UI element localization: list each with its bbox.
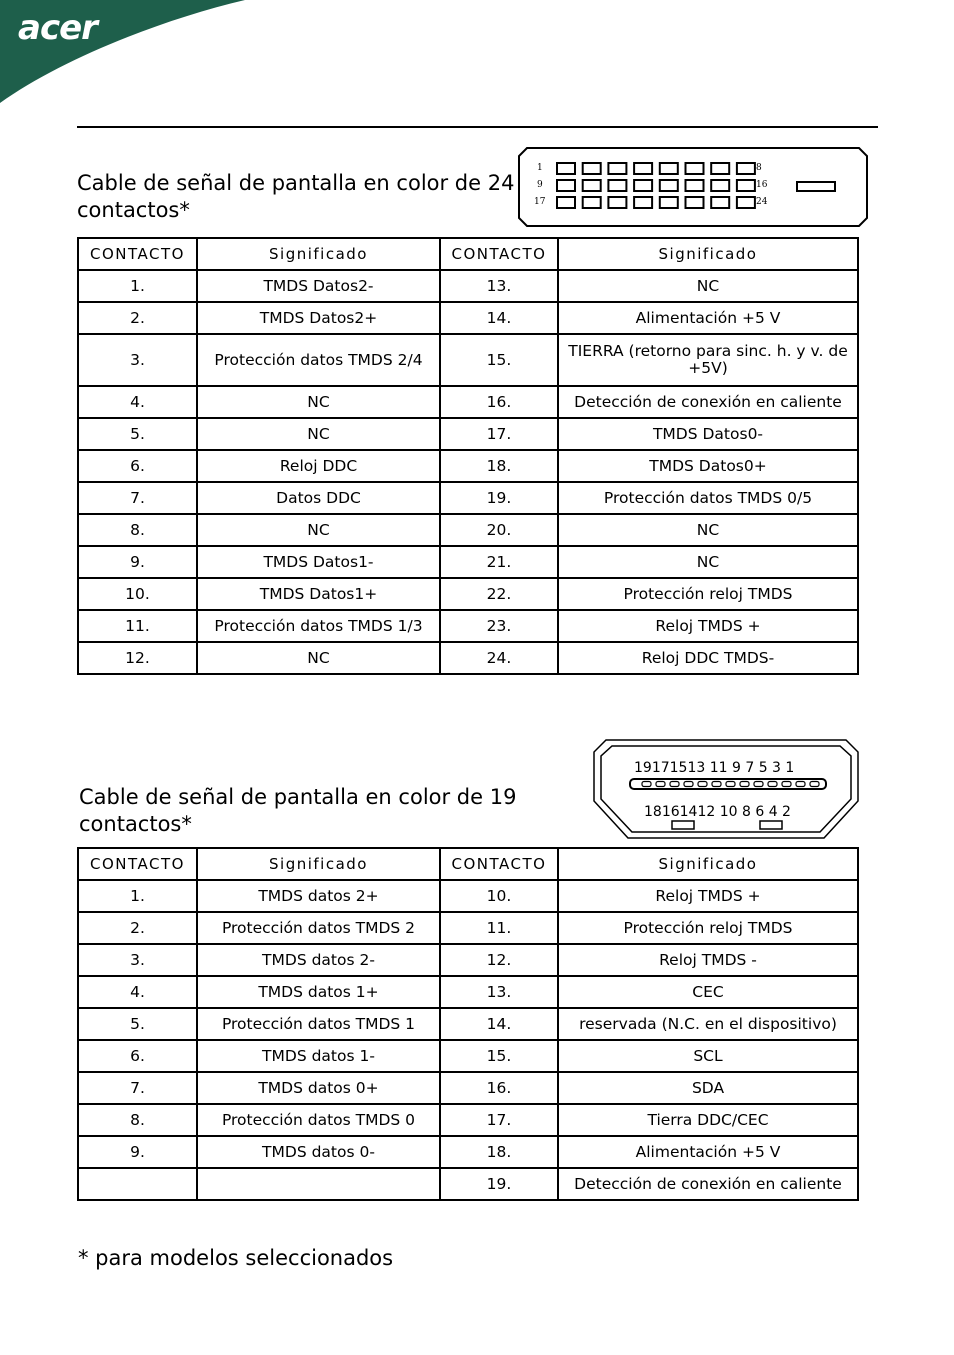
dvi-table-cell: NC (558, 270, 858, 302)
hdmi-table-cell: 10. (440, 880, 558, 912)
hdmi-header-cell: Significado (197, 848, 440, 880)
hdmi-table-cell: reservada (N.C. en el dispositivo) (558, 1008, 858, 1040)
hdmi-pin (796, 782, 805, 787)
dvi-table-cell: 23. (440, 610, 558, 642)
hdmi-table-cell: 2. (78, 912, 197, 944)
dvi-pin-table (77, 237, 859, 675)
hdmi-table-cell: CEC (558, 976, 858, 1008)
dvi-pin (583, 197, 601, 208)
hdmi-pin (726, 782, 735, 787)
hdmi-table-cell: Reloj TMDS + (558, 880, 858, 912)
dvi-pin (737, 197, 755, 208)
dvi-section-title: Cable de señal de pantalla en color de 24 contactos* (77, 171, 515, 222)
hdmi-table-row (78, 1104, 858, 1136)
hdmi-pin (768, 782, 777, 787)
hdmi-table-cell: 13. (440, 976, 558, 1008)
hdmi-table-cell: 3. (78, 944, 197, 976)
dvi-table-cell: TIERRA (retorno para sinc. h. y v. de +5V) (558, 334, 858, 386)
hdmi-table-row (78, 912, 858, 944)
header-rule (77, 126, 878, 128)
hdmi-table-cell: 14. (440, 1008, 558, 1040)
dvi-table-cell: 12. (78, 642, 197, 674)
hdmi-table-row (78, 1168, 858, 1200)
dvi-pin (737, 180, 755, 191)
dvi-table-cell: 10. (78, 578, 197, 610)
dvi-table-cell: Alimentación +5 V (558, 302, 858, 334)
dvi-table-cell: 15. (440, 334, 558, 386)
dvi-table-cell: 1. (78, 270, 197, 302)
hdmi-table-row (78, 1072, 858, 1104)
hdmi-pin (782, 782, 791, 787)
dvi-pin (608, 180, 626, 191)
dvi-pin (634, 180, 652, 191)
dvi-table-cell: Datos DDC (197, 482, 440, 514)
hdmi-connector-diagram (592, 739, 860, 840)
dvi-table-cell: 2. (78, 302, 197, 334)
hdmi-table-cell: Protección datos TMDS 2 (197, 912, 440, 944)
dvi-table-cell: NC (197, 514, 440, 546)
dvi-header-row (78, 238, 858, 270)
dvi-table-row (78, 302, 858, 334)
dvi-pin (711, 197, 729, 208)
hdmi-table-row (78, 944, 858, 976)
dvi-table-cell: Protección datos TMDS 1/3 (197, 610, 440, 642)
dvi-header-cell: CONTACTO (440, 238, 558, 270)
dvi-table-row (78, 334, 858, 386)
dvi-table-cell: TMDS Datos2- (197, 270, 440, 302)
dvi-label-17: 17 (534, 197, 546, 207)
hdmi-table-cell: Alimentación +5 V (558, 1136, 858, 1168)
dvi-table-cell: TMDS Datos1- (197, 546, 440, 578)
dvi-label-9: 9 (537, 180, 543, 190)
dvi-table-cell: 18. (440, 450, 558, 482)
hdmi-table-cell: 17. (440, 1104, 558, 1136)
dvi-table-cell: 4. (78, 386, 197, 418)
hdmi-pin (656, 782, 665, 787)
hdmi-pin-table (77, 847, 859, 1201)
dvi-table-row (78, 386, 858, 418)
dvi-table-cell: 5. (78, 418, 197, 450)
acer-logo: acer (18, 8, 97, 48)
dvi-table-cell: NC (197, 642, 440, 674)
dvi-header-cell: Significado (558, 238, 858, 270)
dvi-table-cell: Reloj DDC TMDS- (558, 642, 858, 674)
dvi-table-cell: 6. (78, 450, 197, 482)
dvi-pin (583, 163, 601, 174)
dvi-table-row (78, 418, 858, 450)
hdmi-table-row (78, 1040, 858, 1072)
dvi-table-cell: 21. (440, 546, 558, 578)
dvi-table-row (78, 270, 858, 302)
hdmi-table-cell: 4. (78, 976, 197, 1008)
dvi-table-cell: NC (197, 418, 440, 450)
hdmi-pin (810, 782, 819, 787)
hdmi-table-cell: 7. (78, 1072, 197, 1104)
hdmi-label-top: 19171513 11 9 7 5 3 1 (634, 760, 795, 776)
dvi-table-row (78, 578, 858, 610)
dvi-pin (583, 180, 601, 191)
dvi-table-cell: Protección datos TMDS 0/5 (558, 482, 858, 514)
hdmi-table-cell: 9. (78, 1136, 197, 1168)
dvi-table-cell: TMDS Datos0- (558, 418, 858, 450)
dvi-table-cell: Protección reloj TMDS (558, 578, 858, 610)
dvi-pin (686, 197, 704, 208)
dvi-pin (711, 180, 729, 191)
dvi-table-cell: 17. (440, 418, 558, 450)
dvi-table-row (78, 642, 858, 674)
dvi-table-cell: 9. (78, 546, 197, 578)
dvi-pin (660, 180, 678, 191)
dvi-table-cell: NC (197, 386, 440, 418)
dvi-header-cell: CONTACTO (78, 238, 197, 270)
dvi-table-row (78, 610, 858, 642)
hdmi-pin (684, 782, 693, 787)
dvi-pin (686, 180, 704, 191)
dvi-table-cell: TMDS Datos1+ (197, 578, 440, 610)
hdmi-pin-table-body (78, 848, 858, 1200)
hdmi-table-cell (197, 1168, 440, 1200)
hdmi-table-cell (78, 1168, 197, 1200)
dvi-pin (634, 163, 652, 174)
dvi-table-cell: 19. (440, 482, 558, 514)
footnote: * para modelos seleccionados (78, 1246, 394, 1270)
dvi-table-row (78, 450, 858, 482)
dvi-table-cell: 8. (78, 514, 197, 546)
hdmi-pin (698, 782, 707, 787)
dvi-pin-table-body (78, 238, 858, 674)
hdmi-header-row (78, 848, 858, 880)
hdmi-table-cell: Protección reloj TMDS (558, 912, 858, 944)
hdmi-table-cell: 5. (78, 1008, 197, 1040)
hdmi-key-left (672, 821, 694, 829)
dvi-pin (557, 197, 575, 208)
hdmi-pin (642, 782, 651, 787)
dvi-connector-diagram (517, 146, 869, 228)
hdmi-pin (670, 782, 679, 787)
dvi-table-row (78, 514, 858, 546)
hdmi-table-cell: SCL (558, 1040, 858, 1072)
dvi-label-24: 24 (756, 197, 768, 207)
dvi-table-cell: 20. (440, 514, 558, 546)
hdmi-table-row (78, 1136, 858, 1168)
dvi-pin (634, 197, 652, 208)
hdmi-table-cell: TMDS datos 1- (197, 1040, 440, 1072)
hdmi-table-cell: Protección datos TMDS 0 (197, 1104, 440, 1136)
dvi-table-row (78, 546, 858, 578)
dvi-table-row (78, 482, 858, 514)
hdmi-table-cell: Protección datos TMDS 1 (197, 1008, 440, 1040)
hdmi-table-cell: TMDS datos 1+ (197, 976, 440, 1008)
hdmi-table-cell: 6. (78, 1040, 197, 1072)
dvi-table-cell: 22. (440, 578, 558, 610)
hdmi-label-bottom: 18161412 10 8 6 4 2 (644, 804, 791, 820)
hdmi-pin (712, 782, 721, 787)
hdmi-table-cell: 18. (440, 1136, 558, 1168)
dvi-pin (557, 180, 575, 191)
dvi-table-cell: Reloj DDC (197, 450, 440, 482)
dvi-table-cell: 24. (440, 642, 558, 674)
hdmi-table-cell: TMDS datos 2+ (197, 880, 440, 912)
dvi-table-cell: 16. (440, 386, 558, 418)
dvi-flat-pin (797, 182, 835, 191)
hdmi-table-cell: 16. (440, 1072, 558, 1104)
hdmi-table-cell: Tierra DDC/CEC (558, 1104, 858, 1136)
dvi-table-cell: 14. (440, 302, 558, 334)
hdmi-table-cell: TMDS datos 2- (197, 944, 440, 976)
hdmi-table-cell: TMDS datos 0+ (197, 1072, 440, 1104)
hdmi-header-cell: Significado (558, 848, 858, 880)
hdmi-table-row (78, 880, 858, 912)
dvi-table-cell: 3. (78, 334, 197, 386)
hdmi-table-row (78, 976, 858, 1008)
dvi-header-cell: Significado (197, 238, 440, 270)
hdmi-table-cell: Reloj TMDS - (558, 944, 858, 976)
dvi-pin (557, 163, 575, 174)
dvi-table-cell: TMDS Datos2+ (197, 302, 440, 334)
dvi-pin (608, 197, 626, 208)
dvi-table-cell: Protección datos TMDS 2/4 (197, 334, 440, 386)
hdmi-table-cell: 11. (440, 912, 558, 944)
hdmi-table-row (78, 1008, 858, 1040)
hdmi-table-cell: 8. (78, 1104, 197, 1136)
hdmi-table-cell: TMDS datos 0- (197, 1136, 440, 1168)
hdmi-pin (754, 782, 763, 787)
dvi-pin (660, 163, 678, 174)
dvi-table-cell: Detección de conexión en caliente (558, 386, 858, 418)
hdmi-section-title: Cable de señal de pantalla en color de 19 contactos* (79, 785, 517, 836)
dvi-table-cell: 13. (440, 270, 558, 302)
dvi-pin (608, 163, 626, 174)
hdmi-table-cell: Detección de conexión en caliente (558, 1168, 858, 1200)
dvi-table-cell: NC (558, 546, 858, 578)
dvi-label-8: 8 (756, 163, 762, 173)
hdmi-header-cell: CONTACTO (440, 848, 558, 880)
dvi-table-cell: TMDS Datos0+ (558, 450, 858, 482)
dvi-table-cell: Reloj TMDS + (558, 610, 858, 642)
dvi-table-cell: 11. (78, 610, 197, 642)
dvi-pin (711, 163, 729, 174)
hdmi-table-cell: SDA (558, 1072, 858, 1104)
hdmi-table-cell: 19. (440, 1168, 558, 1200)
dvi-pin (737, 163, 755, 174)
hdmi-table-cell: 15. (440, 1040, 558, 1072)
hdmi-table-cell: 12. (440, 944, 558, 976)
hdmi-key-right (760, 821, 782, 829)
hdmi-header-cell: CONTACTO (78, 848, 197, 880)
hdmi-pin (740, 782, 749, 787)
dvi-pin (686, 163, 704, 174)
dvi-pin (660, 197, 678, 208)
dvi-label-1: 1 (537, 163, 543, 173)
dvi-table-cell: 7. (78, 482, 197, 514)
dvi-label-16: 16 (756, 180, 768, 190)
hdmi-table-cell: 1. (78, 880, 197, 912)
dvi-table-cell: NC (558, 514, 858, 546)
